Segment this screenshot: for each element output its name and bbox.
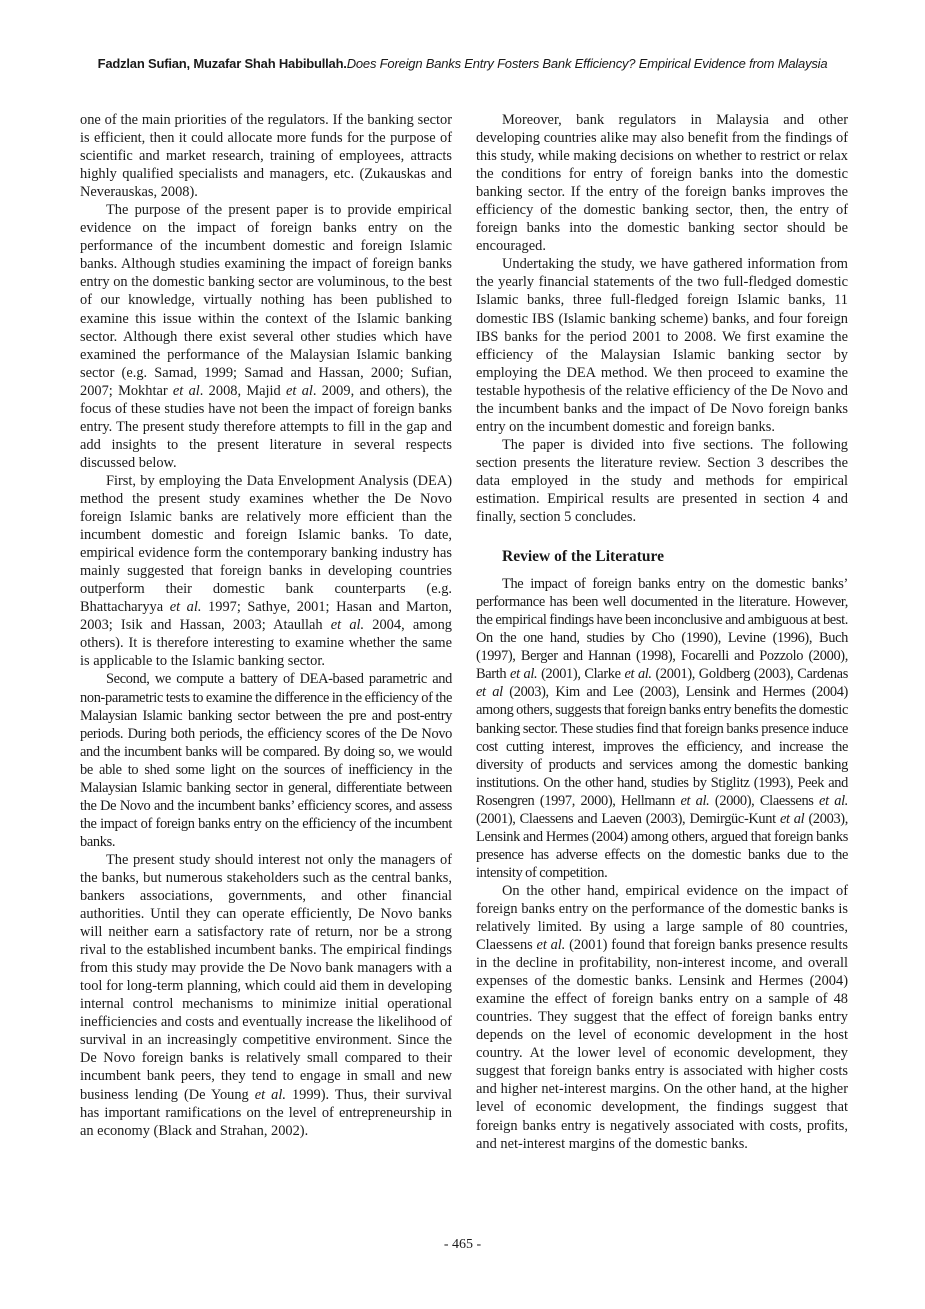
running-header (0, 56, 925, 71)
paragraph-purpose: The purpose of the present paper is to provide empirical evidence on the impact of foreign banks entry on the performance of the incumbent domestic and foreign Islamic banks. Although studies examining the impact of foreign banks entry on the domestic banking sector are voluminous, to the best of our knowledge, virtually nothing has been published to examine this issue within the context of the Islamic banking sector. Although there exist several other studies which have examined the performance of the Malaysian Islamic banking sector (e.g. Samad, 1999; Samad and Hassan, 2000; Sufian, 2007; Mokhtar et al. 2008, Majid et al. 2009, and others), the focus of these studies have not been the impact of foreign banks entry. The present study therefore attempts to fill in the gap and add insights to the present literature in several respects discussed below. (80, 202, 452, 471)
paragraph-stakeholders: The present study should interest not only the managers of the banks, but numerous stakeholders such as the central banks, bankers associations, governments, and other financial authorities. Until they can operate efficiently, De Novo banks will neither earn a satisfactory rate of return, nor be a strong rival to the established incumbent banks. The empirical findings from this study may provide the De Novo bank managers with a tool for long-term planning, which could aid them in developing internal control mechanisms to minimize initial operational inefficiencies and costs and eventually increase the likelihood of survival in an increasingly competitive environment. Since the De Novo foreign banks is relatively small compared to their incumbent bank peers, they tend to engage in small and new business lending (De Young et al. 1999). Thus, their survival has important ramifications on the level of entrepreneurship in an economy (Black and Strahan, 2002). (80, 851, 452, 1139)
left-column (80, 111, 452, 1140)
paragraph-first: First, by employing the Data Envelopment Analysis (DEA) method the present study examines whether the De Novo foreign Islamic banks are relatively more efficient than the incumbent domestic and foreign Islamic banks. To date, empirical evidence form the contemporary banking industry has mainly suggested that foreign banks in developing countries outperform their domestic bank counterparts (e.g. Bhattacharyya et al. 1997; Sathye, 2001; Hasan and Marton, 2003; Isik and Hassan, 2003; Ataullah et al. 2004, among others). It is therefore interesting to examine whether the same is applicable to the Islamic banking sector. (80, 472, 452, 670)
paragraph: one of the main priorities of the regulators. If the banking sector is efficient, then it could allocate more funds for the purpose of scientific and market research, training of employees, attracts highly qualified specialists and managers, etc. (Zukauskas and Neverauskas, 2008). (80, 112, 452, 201)
header-title: Does Foreign Banks Entry Fosters Bank Efficiency? Empirical Evidence from Malaysia (346, 56, 828, 71)
paragraph-second: Second, we compute a battery of DEA-based parametric and non-parametric tests to examine the difference in the efficiency of the Malaysian Islamic banking sector between the pre and post-entry periods. During both periods, the efficiency scores of the De Novo and the incumbent banks will be compared. By doing so, we would be able to shed some light on the sources of inefficiency in the Malaysian Islamic banking sector in general, differentiate between the De Novo and the incumbent banks’ efficiency scores, and assess the impact of foreign banks entry on the efficiency of the incumbent banks. (80, 671, 452, 850)
paragraph-data: Undertaking the study, we have gathered information from the yearly financial statements of the two full-fledged domestic Islamic banks, three full-fledged foreign Islamic banks, 11 domestic IBS (Islamic banking scheme) banks, and four foreign IBS banks for the period 2001 to 2008. We first examine the efficiency of the Malaysian Islamic banking sector by employing the DEA method. We then proceed to examine the testable hypothesis of the relative efficiency of the De Novo and the incumbent banks and the impact of De Novo foreign banks entry on the incumbent domestic and foreign banks. (476, 256, 848, 435)
paragraph-literature: The impact of foreign banks entry on the domestic banks’ performance has been well documented in the literature. However, the empirical findings have been inconclusive and ambiguous at best. On the one hand, studies by Cho (1990), Levine (1996), Buch (1997), Berger and Hannan (1998), Focarelli and Pozzolo (2000), Barth et al. (2001), Clarke et al. (2001), Goldberg (2003), Cardenas et al (2003), Kim and Lee (2003), Lensink and Hermes (2004) among others, suggests that foreign banks entry benefits the domestic banking sector. These studies find that foreign banks presence induce cost cutting interest, improves the efficiency, and increase the diversity of products and services among the domestic banking institutions. On the other hand, studies by Stiglitz (1993), Peek and Rosengren (1997, 2000), Hellmann et al. (2000), Claessens et al. (2001), Claessens and Laeven (2003), Demirgüc-Kunt et al (2003), Lensink and Hermes (2004) among others, argued that foreign banks presence has adverse effects on the domestic banks due to the intensity of competition. (476, 576, 848, 881)
paragraph-outline: The paper is divided into five sections. The following section presents the literature review. Section 3 describes the data employed in the study and methods for empirical estimation. Empirical results are presented in section 4 and finally, section 5 concludes. (476, 436, 848, 526)
right-column (476, 111, 848, 1153)
section-heading: Review of the Literature (502, 548, 664, 566)
page-number: - 465 - (443, 1237, 482, 1252)
paragraph-regulators: Moreover, bank regulators in Malaysia and other developing countries alike may also benefit from the findings of this study, while making decisions on whether to restrict or relax the conditions for entry of foreign banks into the domestic banking sector. If the entry of the foreign banks improves the efficiency of the domestic banking sector, then, the entry of foreign banks into the domestic banking sector should be encouraged. (476, 112, 848, 255)
header-authors: Fadzlan Sufian, Muzafar Shah Habibullah. (97, 56, 347, 71)
paragraph-evidence: On the other hand, empirical evidence on the impact of foreign banks entry on the performance of the domestic banks is relatively limited. By using a large sample of 80 countries, Claessens et al. (2001) found that foreign banks presence results in the decline in profitability, non-interest income, and overall expenses of the domestic banks. Lensink and Hermes (2004) examine the effect of foreign banks entry on a sample of 48 countries. They suggest that the effect of foreign banks entry depends on the level of economic development in the host country. At the lower level of economic development, they suggest that foreign banks entry is associated with higher costs and higher net-interest margins. On the other hand, at the higher level of economic development, the findings suggest that foreign banks entry is negatively associated with costs, profits, and net-interest margins of the domestic banks. (476, 882, 848, 1152)
